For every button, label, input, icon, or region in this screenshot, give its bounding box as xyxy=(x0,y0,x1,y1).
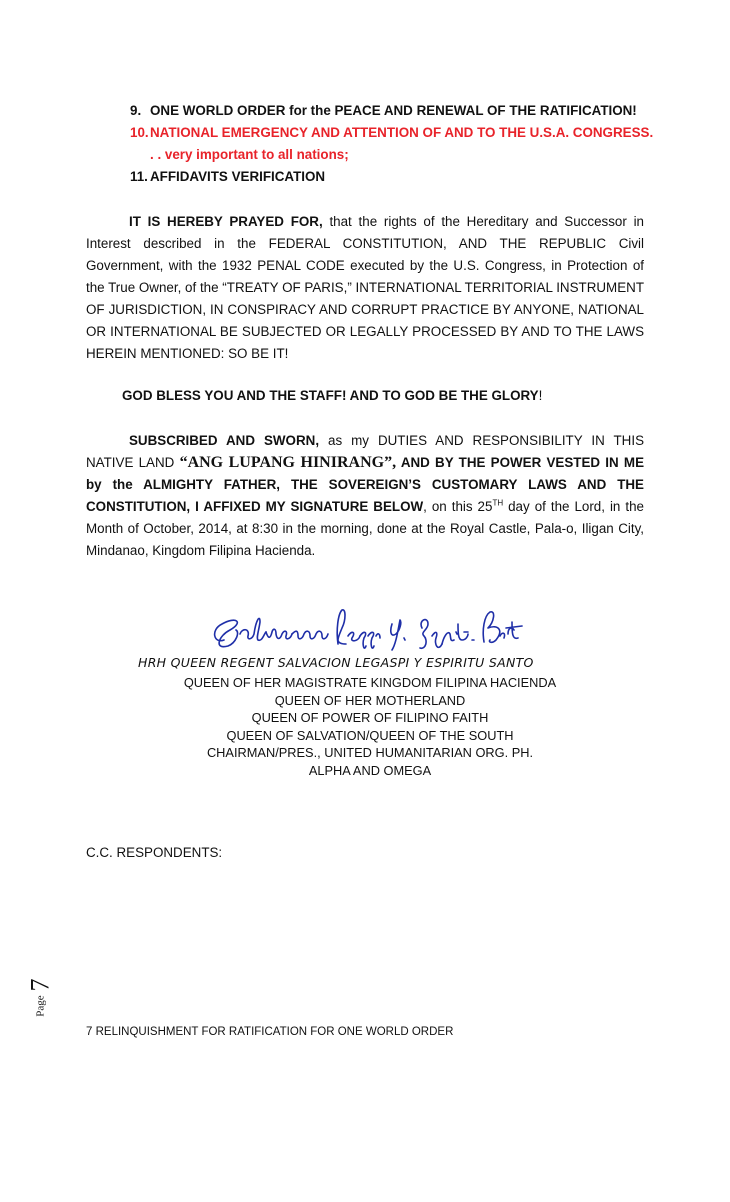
ordinal-suffix: TH xyxy=(492,498,504,508)
list-number: 10. xyxy=(130,125,149,140)
list-number: 11. xyxy=(130,169,148,184)
list-text: ONE WORLD ORDER for the PEACE AND RENEWAL OF THE RATIFICATION! xyxy=(150,103,637,118)
list-number: 9. xyxy=(130,103,142,118)
page-number: 7 xyxy=(25,978,55,992)
title-line: QUEEN OF HER MAGISTRATE KINGDOM FILIPINA HACIENDA xyxy=(183,675,557,690)
title-line: QUEEN OF HER MOTHERLAND xyxy=(274,692,466,708)
list-item-10 xyxy=(130,122,670,144)
title-line: QUEEN OF POWER OF FILIPINO FAITH xyxy=(251,710,489,725)
page-number-marker xyxy=(25,978,60,1028)
list-text: AFFIDAVITS VERIFICATION xyxy=(150,169,326,184)
title-line: ALPHA AND OMEGA xyxy=(308,762,432,778)
sworn-lead: SUBSCRIBED AND SWORN, xyxy=(129,433,320,448)
list-item-10-note: . . very important to all nations; xyxy=(150,147,349,162)
page-footer: 7 RELINQUISHMENT FOR RATIFICATION FOR ONE WORLD ORDER xyxy=(86,1026,454,1038)
list-text: NATIONAL EMERGENCY AND ATTENTION OF AND TO THE U.S.A. CONGRESS. xyxy=(150,125,654,140)
signatory-titles xyxy=(120,674,620,779)
signatory-name: HRH QUEEN REGENT SALVACION LEGASPI Y ESPIRITU SANTO xyxy=(138,655,534,670)
blessing-text: GOD BLESS YOU AND THE STAFF! AND TO GOD BE THE GLORY xyxy=(122,388,539,403)
list-item-11 xyxy=(130,166,670,188)
sworn-paragraph xyxy=(86,430,644,562)
blessing-end: ! xyxy=(538,388,543,403)
prayer-paragraph xyxy=(86,211,644,365)
sworn-part2: AND BY THE POWER VESTED IN ME by the ALMIGHTY FATHER, THE SOVEREIGN’S CUSTOMARY LAWS AND THE CONSTITUTION, I AFFIXED MY SIGNATURE BELOW xyxy=(86,455,645,514)
title-line: QUEEN OF SALVATION/QUEEN OF THE SOUTH xyxy=(226,727,514,743)
cc-respondents-label: C.C. RESPONDENTS: xyxy=(86,845,223,860)
sworn-part4: day of the Lord, in the Month of October, 2014, at 8:30 in the morning, done at the Royal Castle, Pala-o, Iligan City, Mindanao, Kingdom Filipina Hacienda. xyxy=(86,499,644,558)
blessing-line xyxy=(122,385,542,407)
native-land-name: “ANG LUPANG HINIRANG”, xyxy=(179,454,397,471)
sworn-part3: , on this 25 xyxy=(423,499,493,514)
prayer-body: that the rights of the Hereditary and Successor in Interest described in the FEDERAL CONSTITUTION, AND THE REPUBLIC Civil Government, with the 1932 PENAL CODE executed by the U.S. Congress, in Protection of the True Owner, of the “TREATY OF PARIS,” INTERNATIONAL TERRITORIAL INSTRUMENT OF JURISDICTION, IN CONSPIRACY AND CORRUPT PRACTICE BY ANYONE, NATIONAL OR INTERNATIONAL BE SUBJECTED OR LEGALLY PROCESSED BY AND TO THE LAWS HEREIN MENTIONED: SO BE IT! xyxy=(86,214,644,361)
sworn-part1: as my DUTIES AND RESPONSIBILITY IN THIS NATIVE LAND xyxy=(86,433,644,470)
title-line: CHAIRMAN/PRES., UNITED HUMANITARIAN ORG. PH. xyxy=(206,745,534,760)
prayer-lead: IT IS HEREBY PRAYED FOR, xyxy=(129,214,323,229)
list-item-9 xyxy=(130,100,670,122)
page-word: Page xyxy=(34,995,47,1017)
handwritten-signature xyxy=(206,600,526,658)
numbered-list xyxy=(130,100,670,188)
